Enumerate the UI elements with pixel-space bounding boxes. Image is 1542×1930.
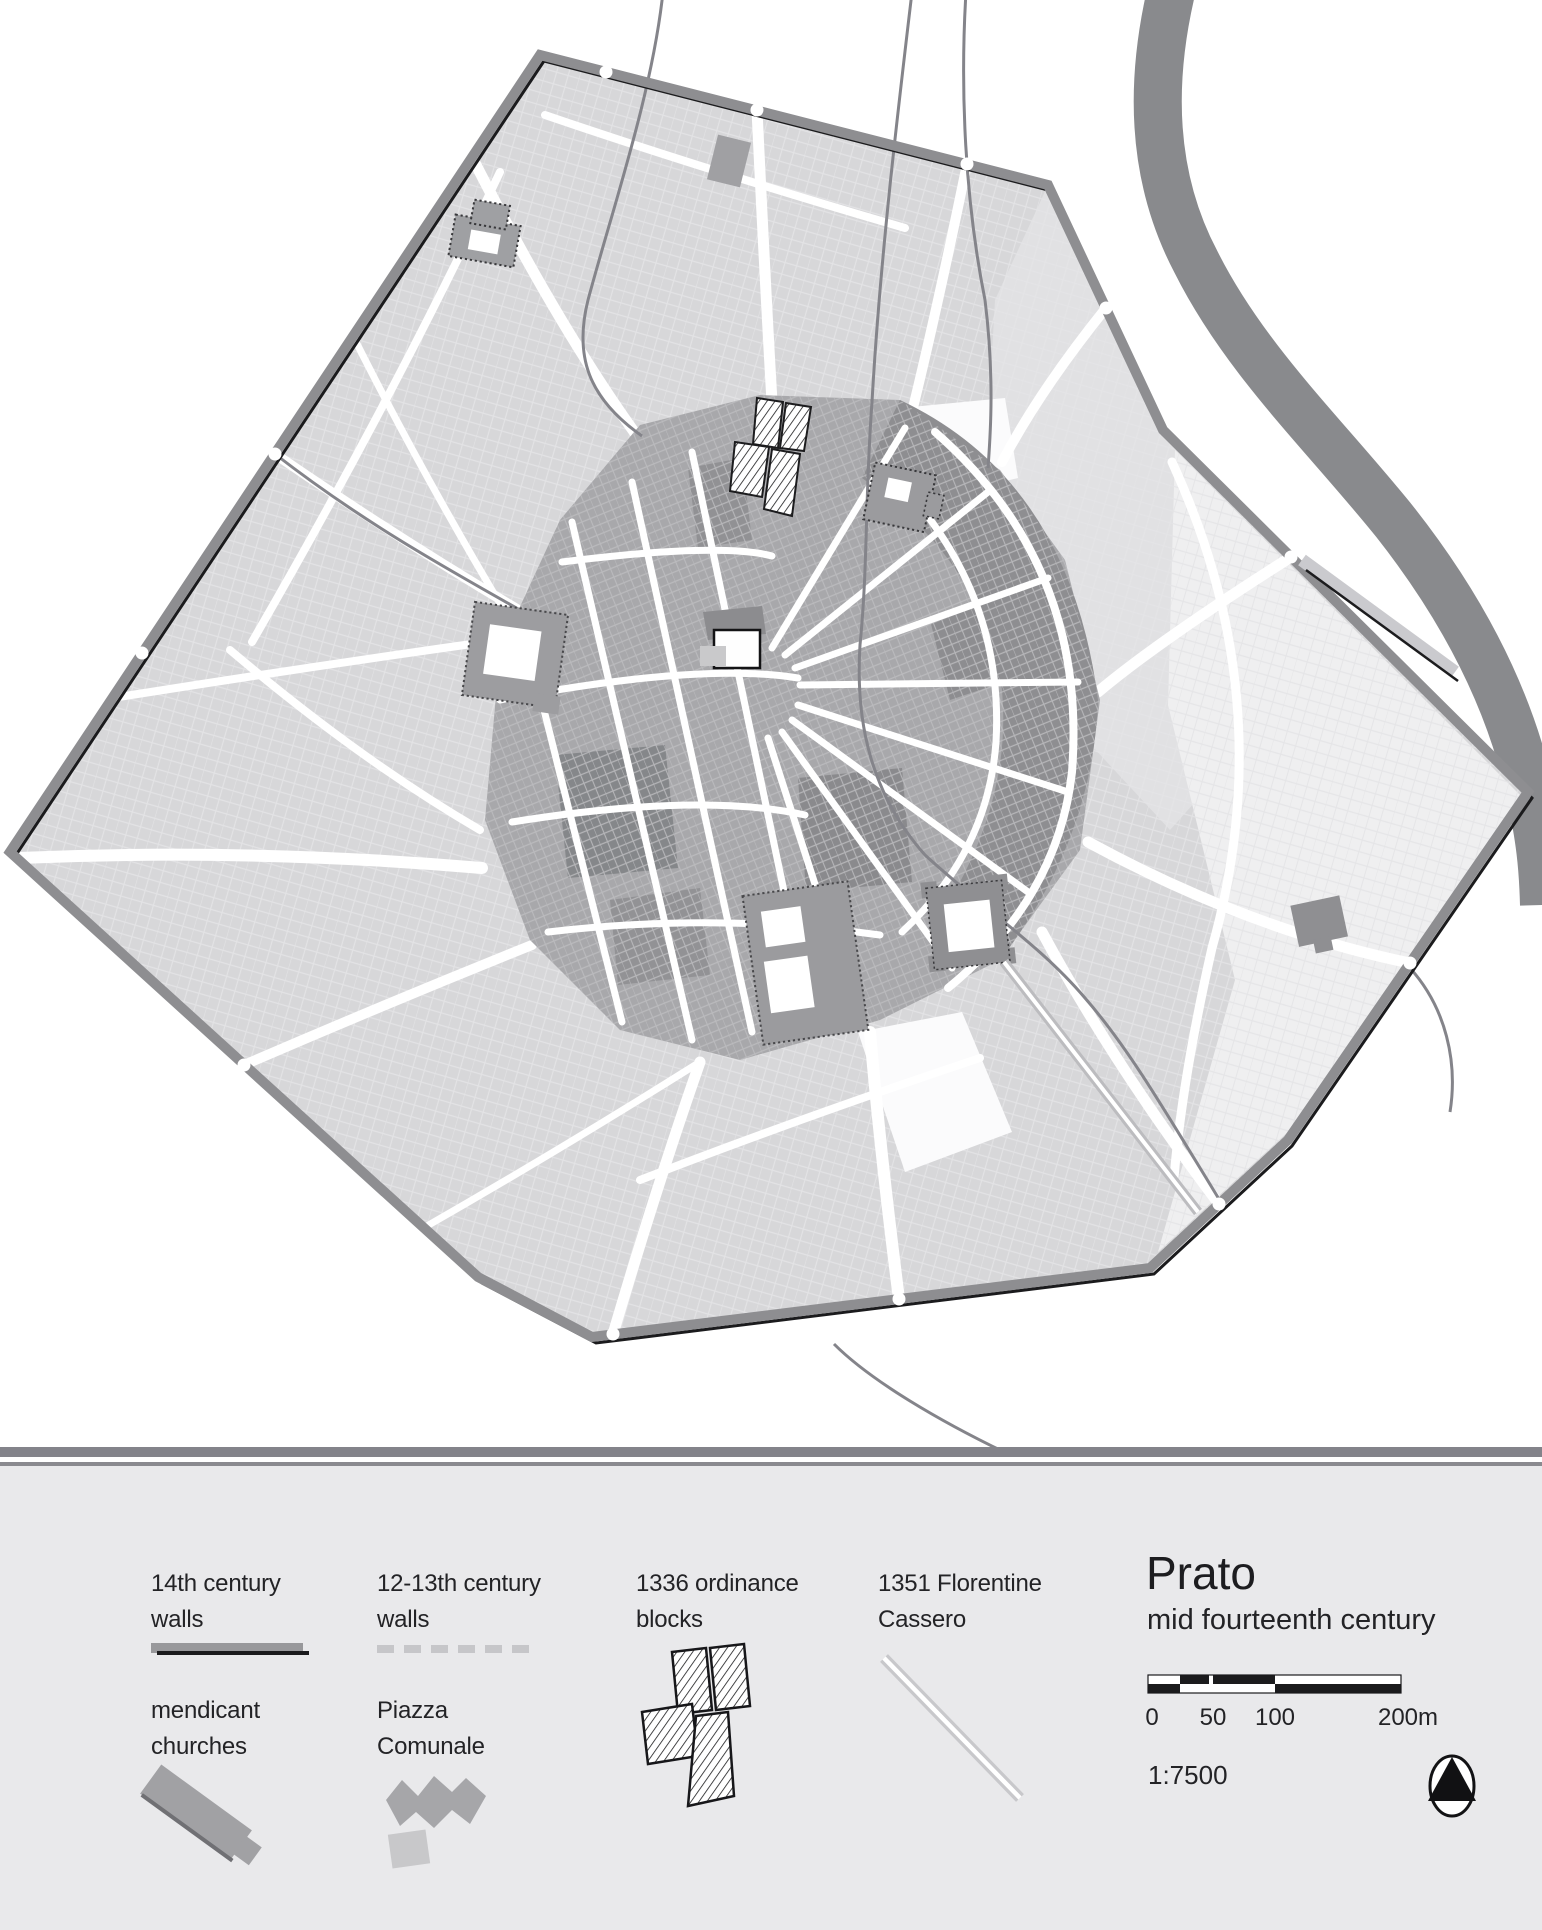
- legend-label-ordinance-blocks: [636, 1566, 799, 1638]
- scale-tick-100: 100: [1254, 1704, 1296, 1731]
- legend-label-mendicant-churches: [151, 1693, 260, 1765]
- legend-label-line: walls: [151, 1606, 204, 1633]
- legend-label-piazza-comunale: [377, 1693, 485, 1765]
- legend-label-line: 1351 Florentine: [878, 1570, 1042, 1597]
- legend-label-cassero: [878, 1566, 1042, 1638]
- legend-label-walls-14th: [151, 1566, 281, 1638]
- north-arrow-icon: [1428, 1756, 1476, 1816]
- scale-ratio: 1:7500: [1148, 1760, 1228, 1790]
- legend-label-walls-12-13th: [377, 1566, 541, 1638]
- scale-tick-50: 50: [1199, 1704, 1227, 1731]
- map-subtitle: mid fourteenth century: [1147, 1604, 1436, 1636]
- legend-label-line: mendicant: [151, 1697, 260, 1724]
- palazzo-comunale-complex: [700, 606, 766, 668]
- legend-label-line: 1336 ordinance: [636, 1570, 799, 1597]
- legend-label-line: 12-13th century: [377, 1570, 541, 1597]
- map-title: Prato: [1146, 1547, 1256, 1599]
- legend-label-line: churches: [151, 1733, 247, 1760]
- scale-tick-0: 0: [1145, 1704, 1159, 1731]
- legend-label-line: 14th century: [151, 1570, 281, 1597]
- legend-symbol-walls-14th: [151, 1643, 309, 1655]
- legend-label-line: Comunale: [377, 1733, 485, 1760]
- legend-label-line: blocks: [636, 1606, 703, 1633]
- scale-bar: [1148, 1675, 1401, 1693]
- legend-divider: [0, 1447, 1542, 1466]
- monastery-south: [742, 881, 868, 1044]
- scale-tick-200m: 200m: [1377, 1704, 1439, 1731]
- legend-label-line: Piazza: [377, 1697, 448, 1724]
- legend-label-line: walls: [377, 1606, 430, 1633]
- convent-west: [461, 602, 572, 715]
- legend-label-line: Cassero: [878, 1606, 966, 1633]
